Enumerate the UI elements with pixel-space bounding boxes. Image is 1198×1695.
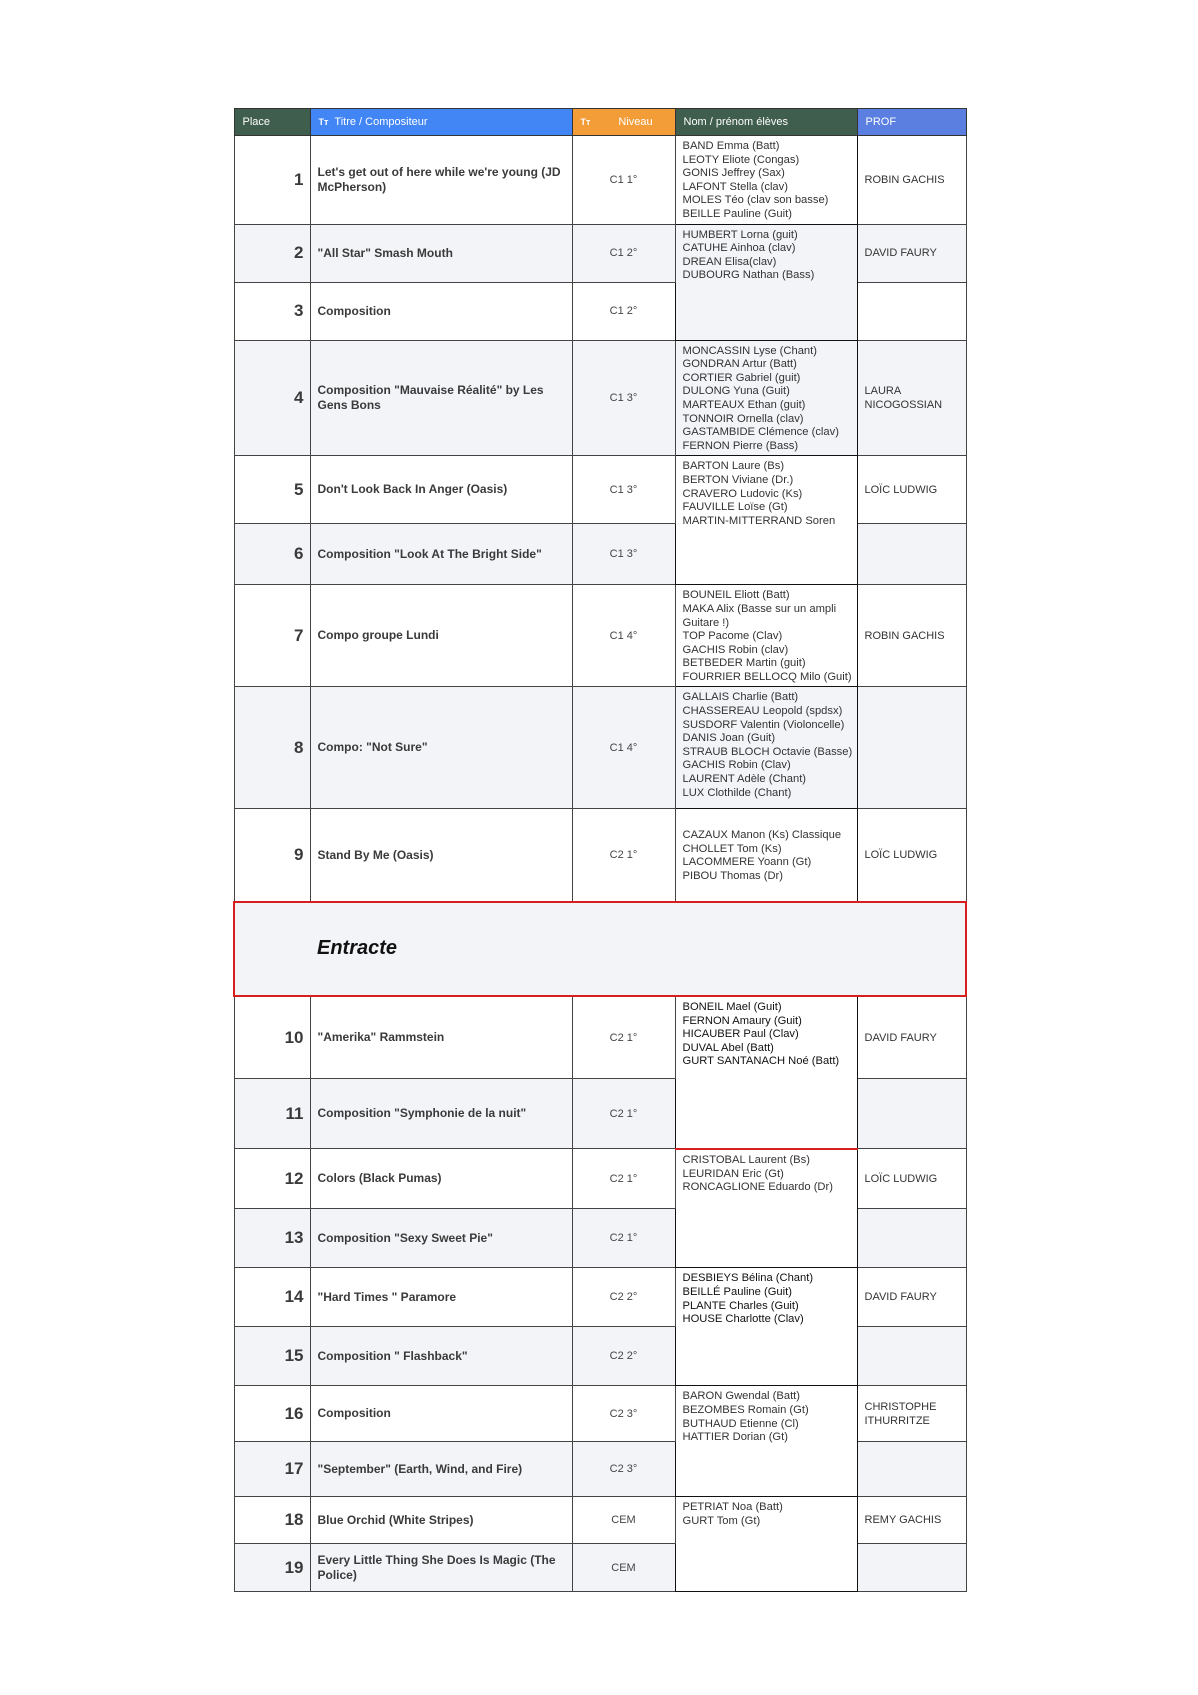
level-cell: C2 1° bbox=[572, 996, 675, 1079]
song-title: Let's get out of here while we're young (JD McPherson) bbox=[310, 136, 572, 225]
table-row bbox=[234, 1079, 966, 1149]
student-name: PETRIAT Noa (Batt) bbox=[682, 1501, 783, 1514]
student-name: LEOTY Eliote (Congas) bbox=[682, 153, 800, 166]
place-number: 19 bbox=[234, 1544, 310, 1592]
place-number: 7 bbox=[234, 585, 310, 687]
header-names[interactable]: Nom / prénom élèves bbox=[675, 109, 857, 136]
student-name: LUX Clothilde (Chant) bbox=[682, 786, 792, 799]
level-cell: C2 1° bbox=[572, 809, 675, 902]
table-row bbox=[234, 1544, 966, 1592]
student-name: GASTAMBIDE Clémence (clav) bbox=[682, 426, 839, 439]
header-row bbox=[234, 109, 966, 136]
program-table bbox=[233, 108, 967, 1592]
header-title[interactable] bbox=[310, 109, 572, 136]
song-title: "Hard Times " Paramore bbox=[310, 1268, 572, 1327]
song-title: Every Little Thing She Does Is Magic (The Police) bbox=[310, 1544, 572, 1592]
song-title: Compo: "Not Sure" bbox=[310, 687, 572, 809]
prof-cell bbox=[857, 1079, 966, 1149]
song-title: "All Star" Smash Mouth bbox=[310, 224, 572, 282]
students-cell bbox=[675, 340, 857, 456]
prof-cell bbox=[857, 524, 966, 585]
place-number: 5 bbox=[234, 456, 310, 524]
table-row bbox=[234, 1209, 966, 1268]
place-number: 2 bbox=[234, 224, 310, 282]
student-name: BERTON Viviane (Dr.) bbox=[682, 473, 794, 486]
intermission-label: Entracte bbox=[317, 937, 398, 960]
prof-cell bbox=[857, 282, 966, 340]
place-number: 4 bbox=[234, 340, 310, 456]
student-name: BAND Emma (Batt) bbox=[682, 140, 780, 152]
students-cell bbox=[675, 809, 857, 902]
place-number: 13 bbox=[234, 1209, 310, 1268]
student-name: HATTIER Dorian (Gt) bbox=[682, 1431, 788, 1444]
student-name: CHASSEREAU Leopold (spdsx) bbox=[682, 705, 843, 718]
table-row bbox=[234, 687, 966, 809]
student-name: MAKA Alix (Basse sur un ampli bbox=[682, 602, 837, 615]
prof-cell: DAVID FAURY bbox=[857, 1268, 966, 1327]
level-cell: C2 3° bbox=[572, 1386, 675, 1442]
prof-cell: LAURA NICOGOSSIAN bbox=[857, 340, 966, 456]
student-name: FERNON Amaury (Guit) bbox=[682, 1014, 802, 1027]
student-name: CORTIER Gabriel (guit) bbox=[682, 371, 801, 384]
student-name: CRAVERO Ludovic (Ks) bbox=[682, 487, 803, 500]
program-table-wrapper bbox=[233, 108, 965, 1592]
place-number: 18 bbox=[234, 1497, 310, 1544]
student-name: BETBEDER Martin (guit) bbox=[682, 657, 806, 670]
song-title: Composition "Symphonie de la nuit" bbox=[310, 1079, 572, 1149]
intermission-cell bbox=[234, 902, 966, 996]
student-name: CATUHE Ainhoa (clav) bbox=[682, 242, 796, 255]
student-name: DANIS Joan (Guit) bbox=[682, 732, 776, 745]
students-cell bbox=[675, 687, 857, 809]
level-cell: C1 2° bbox=[572, 224, 675, 282]
table-row bbox=[234, 585, 966, 687]
prof-cell: ROBIN GACHIS bbox=[857, 136, 966, 225]
song-title: Composition "Look At The Bright Side" bbox=[310, 524, 572, 585]
table-row bbox=[234, 1327, 966, 1386]
intermission-row bbox=[234, 902, 966, 996]
student-name: FERNON Pierre (Bass) bbox=[682, 439, 799, 452]
prof-cell bbox=[857, 1327, 966, 1386]
level-cell: C1 4° bbox=[572, 585, 675, 687]
student-name: CRISTOBAL Laurent (Bs) bbox=[682, 1153, 810, 1166]
prof-cell: ROBIN GACHIS bbox=[857, 585, 966, 687]
table-row bbox=[234, 340, 966, 456]
text-type-icon: Tт bbox=[318, 117, 329, 127]
place-number: 3 bbox=[234, 282, 310, 340]
place-number: 1 bbox=[234, 136, 310, 225]
level-cell: C2 3° bbox=[572, 1442, 675, 1497]
student-name: GONIS Jeffrey (Sax) bbox=[682, 167, 785, 180]
student-name: FOURRIER BELLOCQ Milo (Guit) bbox=[682, 670, 852, 683]
level-cell: C2 2° bbox=[572, 1327, 675, 1386]
student-name: FAUVILLE Loïse (Gt) bbox=[682, 501, 788, 514]
header-level[interactable] bbox=[572, 109, 675, 136]
student-name: SUSDORF Valentin (Violoncelle) bbox=[682, 718, 845, 731]
place-number: 8 bbox=[234, 687, 310, 809]
students-cell bbox=[675, 585, 857, 687]
song-title: Composition "Mauvaise Réalité" by Les Gens Bons bbox=[310, 340, 572, 456]
students-cell bbox=[675, 1386, 857, 1497]
table-row bbox=[234, 136, 966, 225]
student-name: RONCAGLIONE Eduardo (Dr) bbox=[682, 1181, 833, 1194]
table-row bbox=[234, 282, 966, 340]
place-number: 10 bbox=[234, 996, 310, 1079]
header-place[interactable]: Place bbox=[234, 109, 310, 136]
table-row bbox=[234, 996, 966, 1079]
student-name: GACHIS Robin (clav) bbox=[682, 643, 789, 656]
level-cell: C1 1° bbox=[572, 136, 675, 225]
student-name: HOUSE Charlotte (Clav) bbox=[682, 1313, 804, 1326]
prof-cell: REMY GACHIS bbox=[857, 1497, 966, 1544]
students-cell bbox=[675, 456, 857, 585]
song-title: Composition "Sexy Sweet Pie" bbox=[310, 1209, 572, 1268]
song-title: Colors (Black Pumas) bbox=[310, 1149, 572, 1209]
student-name: LAURENT Adèle (Chant) bbox=[682, 773, 807, 786]
place-number: 12 bbox=[234, 1149, 310, 1209]
student-name: BEILLE Pauline (Guit) bbox=[682, 207, 792, 220]
student-name: Guitare !) bbox=[682, 616, 730, 629]
header-prof[interactable]: PROF bbox=[857, 109, 966, 136]
song-title: Composition " Flashback" bbox=[310, 1327, 572, 1386]
song-title: Composition bbox=[310, 1386, 572, 1442]
student-name: STRAUB BLOCH Octavie (Basse) bbox=[682, 745, 853, 758]
place-number: 17 bbox=[234, 1442, 310, 1497]
table-row bbox=[234, 1442, 966, 1497]
prof-cell: LOÏC LUDWIG bbox=[857, 809, 966, 902]
student-name: GALLAIS Charlie (Batt) bbox=[682, 691, 799, 704]
prof-cell: LOÏC LUDWIG bbox=[857, 456, 966, 524]
level-cell: C1 4° bbox=[572, 687, 675, 809]
student-name: LAFONT Stella (clav) bbox=[682, 180, 788, 193]
student-name: BEILLÉ Pauline (Guit) bbox=[682, 1286, 792, 1299]
students-cell bbox=[675, 224, 857, 340]
students-cell bbox=[675, 1497, 857, 1592]
song-title: "September" (Earth, Wind, and Fire) bbox=[310, 1442, 572, 1497]
place-number: 6 bbox=[234, 524, 310, 585]
prof-cell: DAVID FAURY bbox=[857, 996, 966, 1079]
level-cell: C1 3° bbox=[572, 524, 675, 585]
place-number: 16 bbox=[234, 1386, 310, 1442]
header-title-label: Titre / Compositeur bbox=[334, 116, 428, 128]
level-cell: CEM bbox=[572, 1544, 675, 1592]
student-name: GURT Tom (Gt) bbox=[682, 1515, 761, 1528]
student-name: CAZAUX Manon (Ks) Classique bbox=[682, 829, 842, 842]
student-name: BOUNEIL Eliott (Batt) bbox=[682, 589, 790, 602]
prof-cell: DAVID FAURY bbox=[857, 224, 966, 282]
place-number: 15 bbox=[234, 1327, 310, 1386]
level-cell: C2 1° bbox=[572, 1149, 675, 1209]
prof-cell bbox=[857, 1544, 966, 1592]
student-name: PIBOU Thomas (Dr) bbox=[682, 869, 783, 882]
prof-cell bbox=[857, 1442, 966, 1497]
student-name: BARTON Laure (Bs) bbox=[682, 460, 785, 473]
song-title: Blue Orchid (White Stripes) bbox=[310, 1497, 572, 1544]
song-title: Compo groupe Lundi bbox=[310, 585, 572, 687]
students-cell bbox=[675, 1149, 857, 1268]
level-cell: C2 2° bbox=[572, 1268, 675, 1327]
student-name: CHOLLET Tom (Ks) bbox=[682, 842, 782, 855]
table-row bbox=[234, 1149, 966, 1209]
student-name: GURT SANTANACH Noé (Batt) bbox=[682, 1055, 840, 1068]
student-name: LACOMMERE Yoann (Gt) bbox=[682, 856, 812, 869]
level-cell: C2 1° bbox=[572, 1209, 675, 1268]
table-row bbox=[234, 1497, 966, 1544]
student-name: DULONG Yuna (Guit) bbox=[682, 385, 790, 398]
student-name: GONDRAN Artur (Batt) bbox=[682, 358, 797, 371]
student-name: TOP Pacome (Clav) bbox=[682, 630, 783, 643]
song-title: Don't Look Back In Anger (Oasis) bbox=[310, 456, 572, 524]
student-name: PLANTE Charles (Guit) bbox=[682, 1299, 799, 1312]
table-row bbox=[234, 524, 966, 585]
student-name: DUBOURG Nathan (Bass) bbox=[682, 269, 815, 282]
level-cell: C1 3° bbox=[572, 340, 675, 456]
song-title: "Amerika" Rammstein bbox=[310, 996, 572, 1079]
level-cell: C1 3° bbox=[572, 456, 675, 524]
student-name: MONCASSIN Lyse (Chant) bbox=[682, 344, 817, 357]
table-row bbox=[234, 456, 966, 524]
student-name: LEURIDAN Eric (Gt) bbox=[682, 1167, 784, 1180]
prof-cell: LOÏC LUDWIG bbox=[857, 1149, 966, 1209]
student-name: GACHIS Robin (Clav) bbox=[682, 759, 791, 772]
place-number: 11 bbox=[234, 1079, 310, 1149]
level-cell: C1 2° bbox=[572, 282, 675, 340]
students-cell bbox=[675, 996, 857, 1149]
prof-cell bbox=[857, 687, 966, 809]
table-row bbox=[234, 1386, 966, 1442]
header-level-label: Niveau bbox=[618, 116, 653, 128]
prof-cell: CHRISTOPHE ITHURRITZE bbox=[857, 1386, 966, 1442]
student-name: DUVAL Abel (Batt) bbox=[682, 1041, 774, 1054]
prof-cell bbox=[857, 1209, 966, 1268]
level-cell: CEM bbox=[572, 1497, 675, 1544]
student-name: BUTHAUD Etienne (Cl) bbox=[682, 1417, 799, 1430]
table-row bbox=[234, 1268, 966, 1327]
student-name: BONEIL Mael (Guit) bbox=[682, 1000, 782, 1013]
students-cell bbox=[675, 136, 857, 225]
student-name: HICAUBER Paul (Clav) bbox=[682, 1028, 799, 1041]
place-number: 14 bbox=[234, 1268, 310, 1327]
student-name: MOLES Téo (clav son basse) bbox=[682, 194, 829, 207]
song-title: Composition bbox=[310, 282, 572, 340]
student-name: DREAN Elisa(clav) bbox=[682, 255, 777, 268]
student-name: TONNOIR Ornella (clav) bbox=[682, 412, 804, 425]
student-name: MARTEAUX Ethan (guit) bbox=[682, 398, 806, 411]
student-name: DESBIEYS Bélina (Chant) bbox=[682, 1272, 814, 1285]
song-title: Stand By Me (Oasis) bbox=[310, 809, 572, 902]
student-name: HUMBERT Lorna (guit) bbox=[682, 228, 798, 241]
student-name: BEZOMBES Romain (Gt) bbox=[682, 1404, 809, 1417]
student-name: MARTIN-MITTERRAND Soren bbox=[682, 514, 836, 527]
place-number: 9 bbox=[234, 809, 310, 902]
level-cell: C2 1° bbox=[572, 1079, 675, 1149]
students-cell bbox=[675, 1268, 857, 1386]
student-name: BARON Gwendal (Batt) bbox=[682, 1390, 801, 1403]
text-type-icon: Tт bbox=[580, 117, 591, 127]
table-row bbox=[234, 224, 966, 282]
table-row bbox=[234, 809, 966, 902]
